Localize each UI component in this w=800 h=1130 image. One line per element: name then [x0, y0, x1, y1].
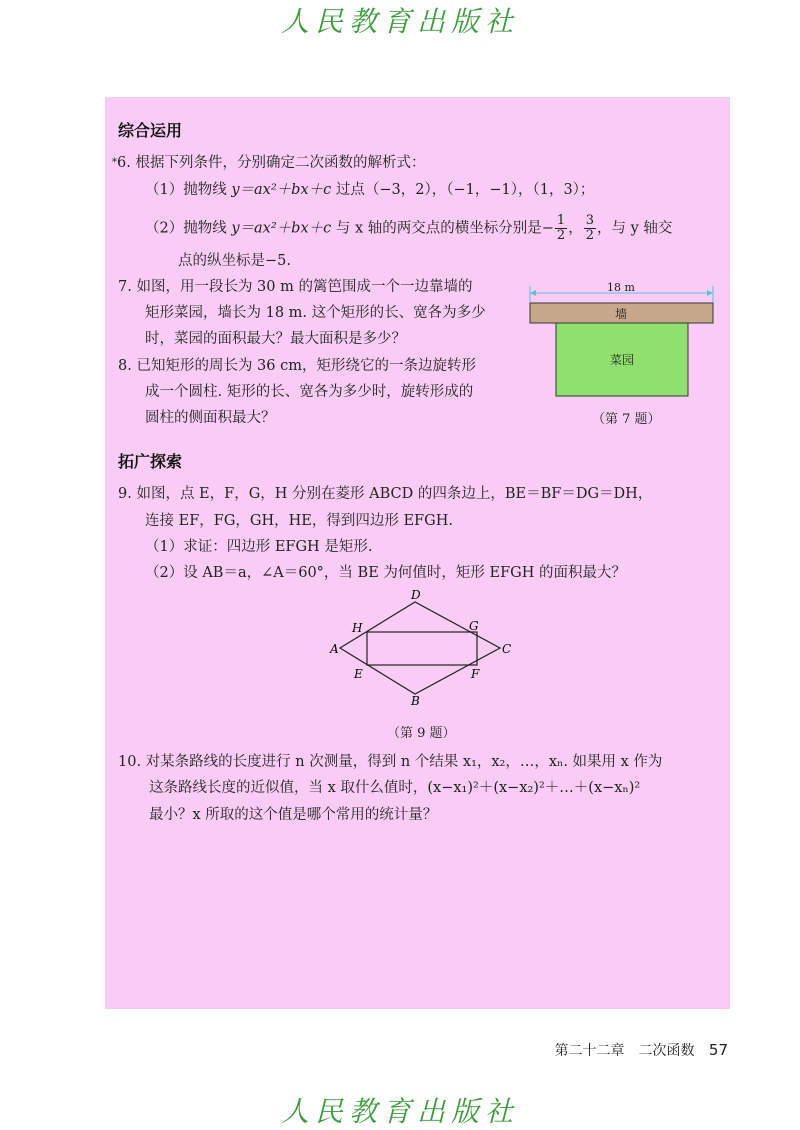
- q6-part1-equation: y＝ax²＋bx＋c: [231, 182, 332, 198]
- label-a: A: [330, 642, 339, 656]
- q9-part1: （1）求证：四边形 EFGH 是矩形.: [145, 539, 373, 555]
- frac1-den: 2: [556, 228, 566, 243]
- q8-number: 8.: [118, 358, 132, 374]
- q10-line2: 这条路线长度的近似值，当 x 取什么值时，(x−x₁)²＋(x−x₂)²＋…＋(x−xₙ)²: [149, 780, 641, 796]
- wall-label: 墙: [614, 307, 628, 321]
- q6-part1: [145, 180, 594, 200]
- page-number: 57: [708, 1041, 728, 1059]
- q6-part2-mid: 与 x 轴的两交点的横坐标分别是−: [335, 220, 554, 237]
- q6-part2: [145, 214, 672, 243]
- q6-line1: [112, 153, 425, 173]
- q8-text1: 已知矩形的周长为 36 cm，矩形绕它的一条边旋转形: [136, 358, 476, 374]
- q6-part2-equation: y＝ax²＋bx＋c: [231, 220, 332, 237]
- q8-line3: 圆柱的侧面积最大？: [145, 410, 276, 426]
- q7-line2: 矩形菜园，墙长为 18 m. 这个矩形的长、宽各为多少: [145, 305, 486, 321]
- q6-part2-end: ，与 y 轴交: [596, 220, 673, 237]
- q9-number: 9.: [118, 486, 132, 502]
- q7-line3: 时，菜园的面积最大？最大面积是多少？: [145, 331, 406, 347]
- fraction-three-halves: [584, 214, 596, 243]
- fraction-one-half: [555, 214, 567, 243]
- label-e: E: [354, 667, 363, 681]
- q7-line1: [118, 277, 472, 297]
- q6-part2-comma: ，: [568, 220, 583, 237]
- q10-number: 10.: [118, 754, 142, 770]
- section-title-applications: 综合运用: [118, 121, 183, 140]
- frac2-den: 2: [585, 228, 594, 243]
- q10-line1: [118, 752, 662, 772]
- publisher-logo-top: 人民教育出版社: [280, 5, 519, 38]
- q7-text1: 如图，用一段长为 30 m 的篱笆围成一个一边靠墙的: [136, 279, 473, 295]
- label-b: B: [411, 694, 420, 705]
- width-label: 18 m: [607, 281, 635, 294]
- label-g: G: [469, 619, 479, 633]
- q6-marker: *: [112, 157, 117, 168]
- q8-line2: 成一个圆柱. 矩形的长、宽各为多少时，旋转形成的: [145, 384, 474, 400]
- figure-7-garden-diagram: [525, 278, 720, 428]
- q8-line1: [118, 356, 476, 376]
- q6-part1-suffix: 过点（−3，2），（−1，−1），（1，3）；: [335, 182, 595, 198]
- q6-text: 根据下列条件，分别确定二次函数的解析式：: [135, 155, 426, 171]
- frac2-num: 3: [585, 213, 594, 228]
- label-d: D: [411, 588, 421, 602]
- q9-line2: 连接 EF，FG，GH，HE，得到四边形 EFGH.: [145, 513, 453, 529]
- label-f: F: [471, 667, 480, 681]
- label-h: H: [352, 621, 363, 635]
- q9-line1: [118, 484, 652, 504]
- q7-number: 7.: [118, 279, 132, 295]
- section-title-extension: 拓广探索: [118, 452, 183, 471]
- dimension-arrow-right-icon: [707, 290, 713, 296]
- q6-part2-prefix: （2）抛物线: [145, 220, 227, 237]
- garden-label: 菜园: [609, 353, 635, 367]
- frac1-num: 1: [556, 213, 566, 228]
- q9-text1: 如图，点 E，F，G，H 分别在菱形 ABCD 的四条边上，BE＝BF＝DG＝DH，: [136, 486, 653, 502]
- q6-number: 6.: [117, 155, 131, 171]
- figure-9-caption: （第 9 题）: [387, 726, 456, 741]
- q9-part2: （2）设 AB＝a，∠A＝60°，当 BE 为何值时，矩形 EFGH 的面积最大？: [145, 565, 626, 581]
- figure-9-rhombus-diagram: [318, 585, 518, 705]
- dimension-arrow-left-icon: [530, 290, 536, 296]
- rectangle-efgh: [367, 632, 477, 665]
- q6-part2-line2: 点的纵坐标是−5.: [178, 253, 291, 269]
- chapter-title: 第二十二章 二次函数: [554, 1043, 695, 1059]
- q10-line3: 最小？x 所取的这个值是哪个常用的统计量？: [149, 807, 438, 823]
- q10-text1: 对某条路线的长度进行 n 次测量，得到 n 个结果 x₁，x₂，…，xₙ. 如果用 x 作为: [145, 754, 663, 770]
- q6-part1-prefix: （1）抛物线: [145, 182, 227, 198]
- figure-7-caption: （第 7 题）: [592, 412, 661, 427]
- label-c: C: [502, 642, 512, 656]
- page-footer: [554, 1040, 728, 1060]
- publisher-logo-bottom: 人民教育出版社: [280, 1095, 519, 1128]
